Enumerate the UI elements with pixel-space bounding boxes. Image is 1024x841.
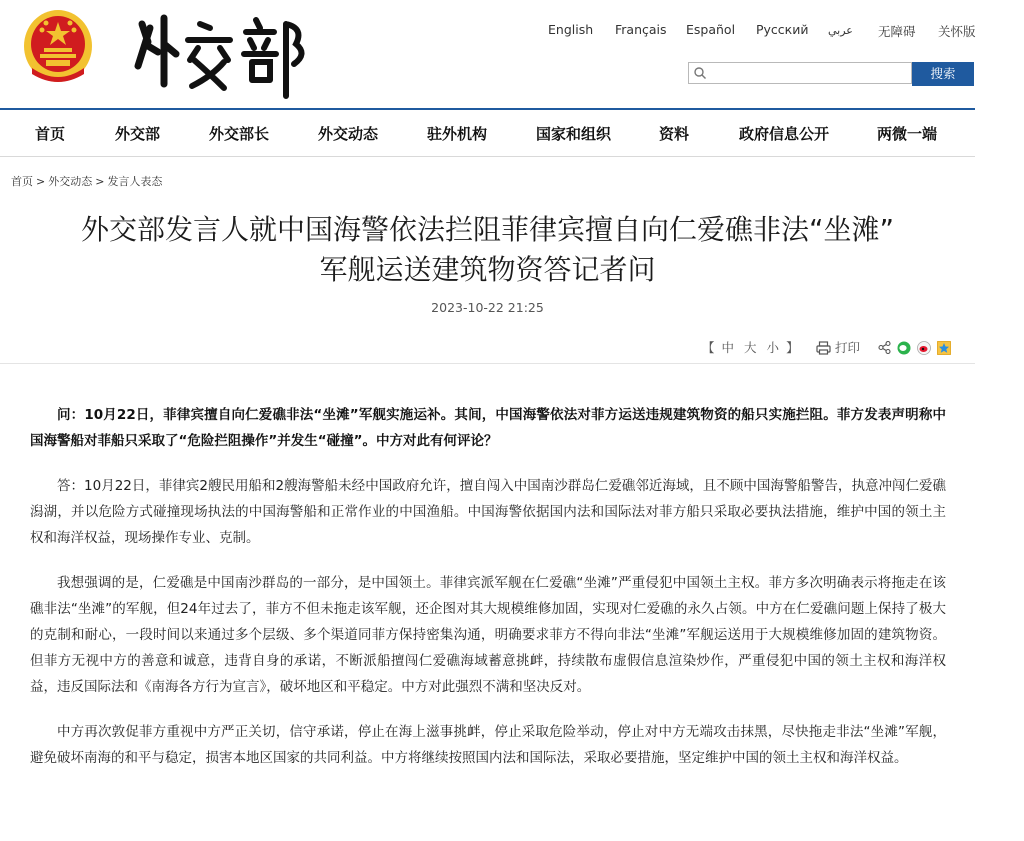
breadcrumb-spokesperson[interactable]: 发言人表态 [107,175,163,188]
breadcrumb-news[interactable]: 外交动态 [48,175,93,188]
font-size-small-button[interactable]: 小 [766,340,780,355]
share-icon[interactable] [878,341,891,354]
nav-item-social[interactable]: 两微一端 [877,125,938,143]
nav-divider [0,156,975,157]
nav-item-resources[interactable]: 资料 [659,125,690,143]
article-question: 问：10月22日，菲律宾擅自向仁爱礁非法“坐滩”军舰实施运补。其间，中国海警依法对菲方运送违规建筑物资的船只实施拦阻。菲方发表声明称中国海警船对菲船只采取了“危险拦阻操作”并发生“碰撞”。中方对此有何评论？ [30,407,946,449]
article-paragraph: 答：10月22日，菲律宾2艘民用船和2艘海警船未经中国政府允许，擅自闯入中国南沙群岛仁爱礁邻近海域，且不顾中国海警船警告，执意冲闯仁爱礁潟湖，并以危险方式碰撞现场执法的中国海警船和正常作业的中国渔船。中国海警依据国内法和国际法对菲方船只采取必要执法措施，维护中国的领土主权和海洋权益，现场操作专业、克制。 [30,478,946,546]
national-emblem-logo[interactable] [22,8,94,84]
nav-item-ministry[interactable]: 外交部 [115,125,161,143]
bracket-close: 】 [786,340,799,355]
language-switcher [530,22,990,42]
elder-care-version-link[interactable]: 关怀版 [938,24,976,39]
nav-item-missions[interactable]: 驻外机构 [427,125,488,143]
nav-item-countries[interactable]: 国家和组织 [536,125,612,143]
site-header [0,0,1024,110]
search-input[interactable] [711,64,907,82]
nav-item-gov-info[interactable]: 政府信息公开 [739,125,830,143]
breadcrumb-home[interactable]: 首页 [11,175,33,188]
calligraphy-logo-graphic [128,10,318,100]
lang-french-link[interactable]: Français [615,22,667,37]
wechat-icon[interactable] [897,341,911,355]
article-paragraph: 我想强调的是，仁爱礁是中国南沙群岛的一部分，是中国领土。菲律宾派军舰在仁爱礁“坐滩”严重侵犯中国领土主权。菲方多次明确表示将拖走在该礁非法“坐滩”的军舰，但24年过去了，菲方不但未拖走该军舰，还企图对其大规模维修加固，实现对仁爱礁的永久占领。中方在仁爱礁问题上保持了极大的克制和耐心，一段时间以来通过多个层级、多个渠道同菲方保持密集沟通，明确要求菲方不得向非法“坐滩”军舰运送用于大规模维修加固的建筑物资。但菲方无视中方的善意和诚意，违背自身的承诺，不断派船擅闯仁爱礁海域蓄意挑衅，持续散布虚假信息渲染炒作，严重侵犯中国的领土主权和海洋权益，违反国际法和《南海各方行为宣言》，破坏地区和平稳定。中方对此强烈不满和坚决反对。 [30,575,946,695]
breadcrumb [11,173,162,189]
accessibility-link[interactable]: 无障碍 [878,24,916,39]
bracket-open: 【 [702,340,715,355]
lang-spanish-link[interactable]: Español [686,22,736,37]
search-button[interactable]: 搜索 [912,62,974,86]
lang-english-link[interactable]: English [548,22,594,37]
search-box [688,62,912,84]
qzone-icon[interactable] [937,341,951,355]
print-label: 打印 [835,340,861,355]
breadcrumb-separator: > [95,175,105,188]
share-group [878,339,953,355]
print-button[interactable] [816,338,860,356]
ministry-calligraphy-logo[interactable] [128,10,318,100]
article-paragraph: 中方再次敦促菲方重视中方严正关切，信守承诺，停止在海上滋事挑衅，停止采取危险举动，停止对中方无端攻击抹黑，尽快拖走非法“坐滩”军舰，避免破坏南海的和平与稳定，损害本地区国家的共同利益。中方将继续按照国内法和国际法，采取必要措施，坚定维护中国的领土主权和海洋权益。 [30,724,946,766]
tools-divider [0,363,975,364]
page-title [0,210,975,290]
printer-icon [816,341,831,355]
nav-item-minister[interactable]: 外交部长 [209,125,270,143]
lang-russian-link[interactable]: Русский [756,22,809,37]
search-icon [693,66,707,80]
page-title-line2: 军舰运送建筑物资答记者问 [319,253,656,286]
nav-item-news[interactable]: 外交动态 [318,125,379,143]
page-title-line1: 外交部发言人就中国海警依法拦阻菲律宾擅自向仁爱礁非法“坐滩” [80,213,894,246]
article-body [30,402,946,790]
font-size-medium-button[interactable]: 大 [744,340,757,355]
font-size-large-button[interactable]: 中 [721,340,735,355]
breadcrumb-separator: > [36,175,46,188]
font-size-controls [700,338,801,356]
weibo-icon[interactable] [917,341,931,355]
publish-date: 2023-10-22 21:25 [431,300,544,315]
main-nav [0,110,975,156]
nav-item-home[interactable]: 首页 [35,125,66,143]
lang-arabic-link[interactable]: عربي [828,24,853,37]
article-tools [700,338,960,358]
